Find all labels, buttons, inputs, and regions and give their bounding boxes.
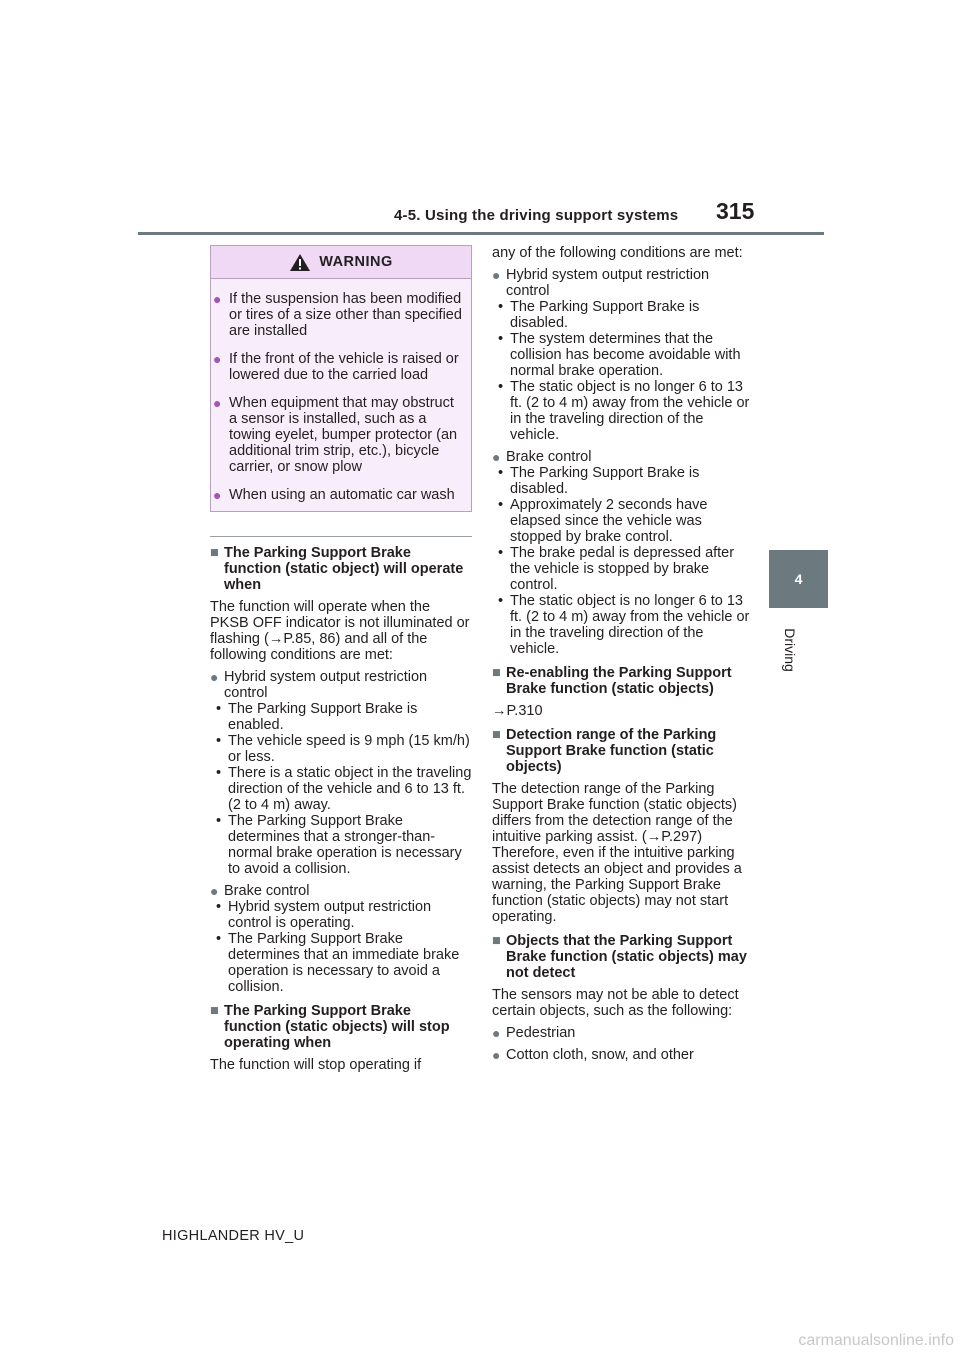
sub-item-text: The Parking Support Brake is enabled. xyxy=(228,701,418,733)
sub-bullet-icon: • xyxy=(498,379,504,395)
section-heading-text: Re-enabling the Parking Support Brake function (static objects) xyxy=(506,665,732,697)
header-rule xyxy=(138,232,824,235)
footer-model: HIGHLANDER HV_U xyxy=(162,1228,305,1244)
sub-item-text: The Parking Support Brake is disabled. xyxy=(510,299,700,331)
sub-bullet-icon: • xyxy=(216,931,222,947)
warning-item-text: If the front of the vehicle is raised or lowered due to the carried load xyxy=(229,351,459,383)
warning-item xyxy=(211,487,471,503)
sub-item xyxy=(492,465,754,497)
sub-item-text: Approximately 2 seconds have elapsed since the vehicle was stopped by brake control. xyxy=(510,497,708,545)
sub-bullet-icon: • xyxy=(216,701,222,717)
sub-item xyxy=(210,701,472,733)
list-item xyxy=(492,449,754,465)
section-heading-text: The Parking Support Brake function (static objects) will stop operating when xyxy=(224,1003,450,1051)
sub-item-text: The Parking Support Brake determines that a stronger-than-normal brake operation is necessary to avoid a collision. xyxy=(228,813,462,877)
bullet-dot-icon: ● xyxy=(492,449,501,465)
list-item-title: Hybrid system output restriction control xyxy=(224,669,428,701)
sub-item xyxy=(210,931,472,995)
section-title: 4-5. Using the driving support systems xyxy=(394,207,679,224)
sub-item xyxy=(492,331,754,379)
bullet-dot-icon: ● xyxy=(210,883,219,899)
list-item-title: Brake control xyxy=(506,449,592,465)
sub-bullet-icon: • xyxy=(498,331,504,347)
section-heading-text: The Parking Support Brake function (static object) will operate when xyxy=(224,545,464,593)
chapter-label: Driving xyxy=(782,628,798,672)
bullet-dot-icon: ● xyxy=(492,1025,501,1041)
chapter-tab xyxy=(769,550,828,608)
sub-item xyxy=(210,765,472,813)
paragraph: The function will operate when the PKSB OFF indicator is not illuminated or flashing (→P.85, 86) and all of the following conditions are met: xyxy=(210,599,470,663)
sub-item-text: The vehicle speed is 9 mph (15 km/h) or less. xyxy=(228,733,470,765)
sub-item xyxy=(210,899,472,931)
sub-bullet-icon: • xyxy=(216,899,222,915)
section-divider xyxy=(210,536,472,537)
paragraph: any of the following conditions are met: xyxy=(492,245,743,261)
bullet-dot-icon: ● xyxy=(213,351,222,367)
square-marker-icon: ■ xyxy=(210,1003,219,1019)
sub-item-text: The system determines that the collision has become avoidable with normal brake operation. xyxy=(510,331,741,379)
list-item xyxy=(492,1047,754,1063)
warning-item-text: When using an automatic car wash xyxy=(229,487,455,503)
sub-item-text: The static object is no longer 6 to 13 ft. (2 to 4 m) away from the vehicle or in the traveling direction of the vehicle. xyxy=(510,379,750,443)
page-number: 315 xyxy=(716,198,755,224)
sub-bullet-icon: • xyxy=(216,765,222,781)
section-heading xyxy=(492,727,754,775)
section-heading xyxy=(210,1003,472,1051)
section-heading xyxy=(492,665,754,697)
warning-item-text: When equipment that may obstruct a sensor is installed, such as a towing eyelet, bumper protector (an additional trim strip, etc.), bicycle carrier, or snow plow xyxy=(229,395,458,475)
sub-item xyxy=(210,813,472,877)
bullet-dot-icon: ● xyxy=(213,395,222,411)
sub-bullet-icon: • xyxy=(216,813,222,829)
sub-item xyxy=(492,497,754,545)
section-heading-text: Objects that the Parking Support Brake function (static objects) may not detect xyxy=(506,933,747,981)
section-heading xyxy=(210,545,472,593)
list-item xyxy=(492,1025,754,1041)
warning-title: WARNING xyxy=(319,254,393,270)
sub-item-text: There is a static object in the traveling direction of the vehicle and 6 to 13 ft. (2 to 4 m) away. xyxy=(228,765,472,813)
square-marker-icon: ■ xyxy=(492,933,501,949)
section-heading-text: Detection range of the Parking Support Brake function (static objects) xyxy=(506,727,717,775)
warning-item xyxy=(211,351,471,383)
bullet-dot-icon: ● xyxy=(213,291,222,307)
right-column xyxy=(492,245,754,1063)
sub-item xyxy=(492,593,754,657)
sub-item xyxy=(210,733,472,765)
sub-item-text: The Parking Support Brake is disabled. xyxy=(510,465,700,497)
sub-bullet-icon: • xyxy=(498,545,504,561)
sub-bullet-icon: • xyxy=(216,733,222,749)
list-item xyxy=(492,267,754,299)
sub-item-text: Hybrid system output restriction control is operating. xyxy=(228,899,432,931)
square-marker-icon: ■ xyxy=(492,665,501,681)
sub-item-text: The static object is no longer 6 to 13 ft. (2 to 4 m) away from the vehicle or in the traveling direction of the vehicle. xyxy=(510,593,750,657)
warning-box xyxy=(210,245,472,512)
square-marker-icon: ■ xyxy=(210,545,219,561)
paragraph: The sensors may not be able to detect certain objects, such as the following: xyxy=(492,987,739,1019)
sub-bullet-icon: • xyxy=(498,299,504,315)
sub-bullet-icon: • xyxy=(498,465,504,481)
sub-item-text: The brake pedal is depressed after the vehicle is stopped by brake control. xyxy=(510,545,735,593)
bullet-dot-icon: ● xyxy=(492,1047,501,1063)
warning-item xyxy=(211,395,471,475)
section-heading xyxy=(492,933,754,981)
sub-item xyxy=(492,299,754,331)
sub-bullet-icon: • xyxy=(498,497,504,513)
paragraph: The function will stop operating if xyxy=(210,1057,422,1073)
warning-item xyxy=(211,291,471,339)
page-reference: →P.310 xyxy=(492,703,543,719)
warning-item-text: If the suspension has been modified or tires of a size other than specified are installed xyxy=(229,291,462,339)
sub-item xyxy=(492,379,754,443)
list-item-title: Hybrid system output restriction control xyxy=(506,267,710,299)
list-item xyxy=(210,883,472,899)
watermark: carmanualsonline.info xyxy=(798,1332,954,1349)
bullet-dot-icon: ● xyxy=(213,487,222,503)
list-item-title: Pedestrian xyxy=(506,1025,576,1041)
warning-header xyxy=(211,246,471,279)
left-column xyxy=(210,245,472,1073)
warning-triangle-icon xyxy=(289,253,311,272)
bullet-dot-icon: ● xyxy=(210,669,219,685)
square-marker-icon: ■ xyxy=(492,727,501,743)
list-item-title: Cotton cloth, snow, and other xyxy=(506,1047,694,1063)
paragraph: The detection range of the Parking Support Brake function (static objects) differs from the detection range of the intuitive parking assist. (→P.297) Therefore, even if the intuitive parking assist detects an object and provides a warning, the Parking Support Brake function (static objects) may not start operating. xyxy=(492,781,742,925)
bullet-dot-icon: ● xyxy=(492,267,501,283)
sub-item xyxy=(492,545,754,593)
chapter-number: 4 xyxy=(794,571,803,587)
list-item xyxy=(210,669,472,701)
sub-item-text: The Parking Support Brake determines that an immediate brake operation is necessary to avoid a collision. xyxy=(228,931,460,995)
sub-bullet-icon: • xyxy=(498,593,504,609)
list-item-title: Brake control xyxy=(224,883,310,899)
